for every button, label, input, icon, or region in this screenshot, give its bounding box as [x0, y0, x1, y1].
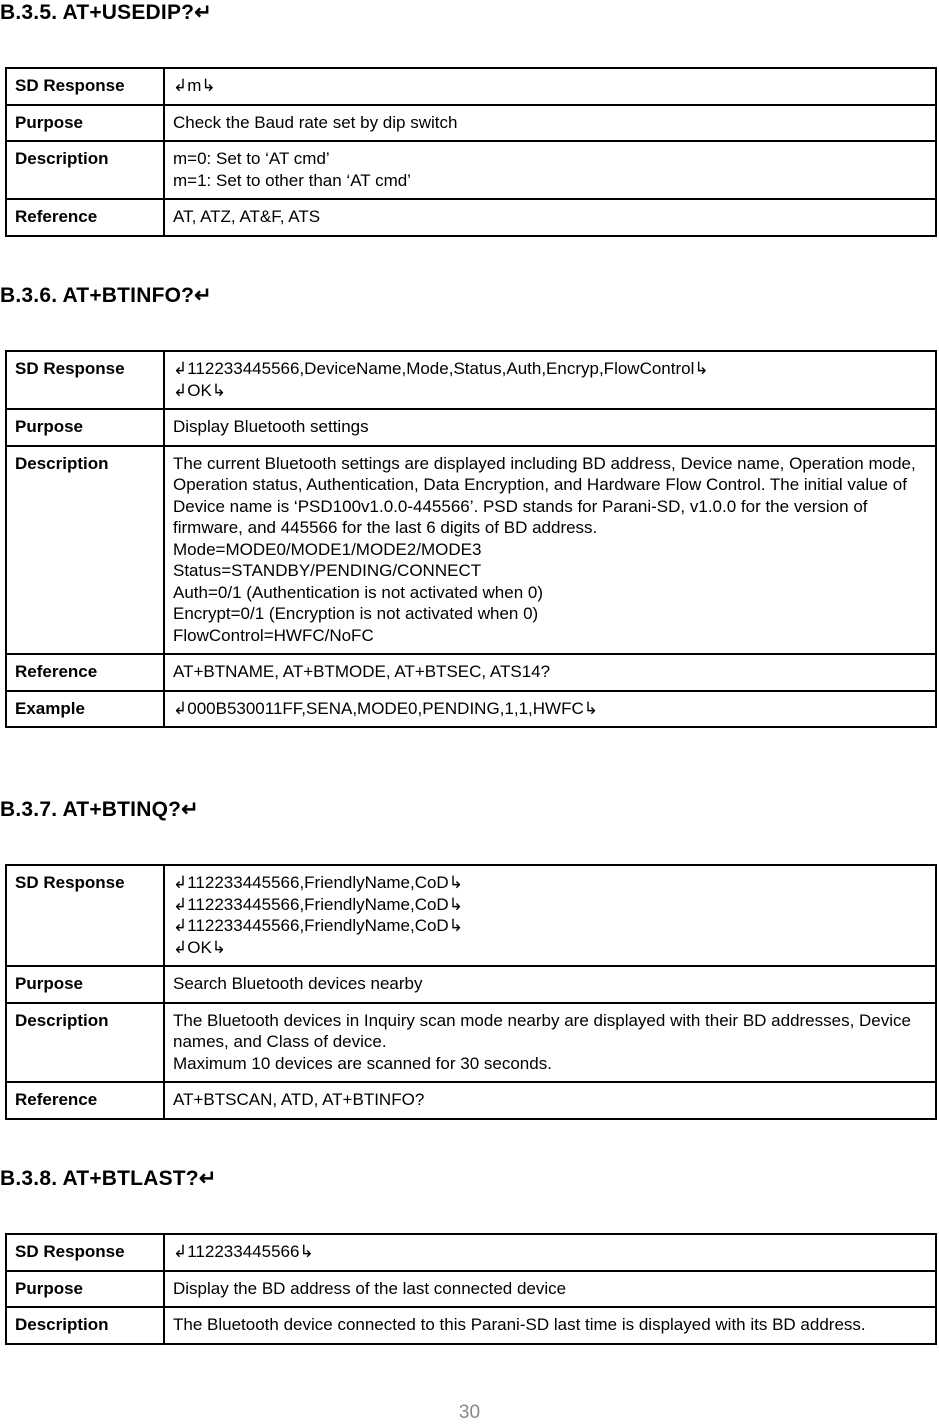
value-line: Check the Baud rate set by dip switch — [173, 112, 458, 132]
value-line: FlowControl=HWFC/NoFC — [173, 625, 374, 645]
row-value — [164, 966, 936, 1003]
command-table-btinq — [5, 864, 937, 1120]
table-row — [6, 409, 936, 446]
row-value — [164, 654, 936, 691]
row-label: SD Response — [6, 865, 164, 966]
table-row — [6, 1234, 936, 1271]
value-line: Auth=0/1 (Authentication is not activated when 0) — [173, 582, 543, 602]
section-heading-usedip: B.3.5. AT+USEDIP?↵ — [0, 1, 212, 24]
row-value — [164, 105, 936, 142]
value-line: Maximum 10 devices are scanned for 30 seconds. — [173, 1053, 552, 1073]
table-row — [6, 105, 936, 142]
row-value — [164, 1234, 936, 1271]
value-line: ↲112233445566,FriendlyName,CoD↳ — [173, 894, 463, 914]
value-line: Mode=MODE0/MODE1/MODE2/MODE3 — [173, 539, 482, 559]
row-label: Example — [6, 691, 164, 728]
value-line: ↲112233445566,DeviceName,Mode,Status,Auth,Encryp,FlowControl↳ — [173, 359, 709, 378]
row-label: SD Response — [6, 351, 164, 409]
table-row — [6, 199, 936, 236]
row-label: Purpose — [6, 966, 164, 1003]
table-row — [6, 68, 936, 105]
command-table-btlast — [5, 1233, 937, 1345]
row-label: Description — [6, 446, 164, 655]
table-row — [6, 654, 936, 691]
table-row — [6, 865, 936, 966]
value-line: ↲m↳ — [173, 76, 216, 95]
value-line: AT, ATZ, AT&F, ATS — [173, 207, 321, 226]
row-value — [164, 1003, 936, 1083]
table-row — [6, 1003, 936, 1083]
row-value — [164, 199, 936, 236]
row-label: Purpose — [6, 1271, 164, 1308]
value-line: ↲000B530011FF,SENA,MODE0,PENDING,1,1,HWFC↳ — [173, 698, 598, 718]
table-row — [6, 446, 936, 655]
row-value — [164, 691, 936, 728]
row-value — [164, 1307, 936, 1344]
row-label: Purpose — [6, 409, 164, 446]
row-label: Description — [6, 141, 164, 199]
page-number: 30 — [458, 1402, 481, 1423]
value-line: Status=STANDBY/PENDING/CONNECT — [173, 561, 482, 580]
value-line: Search Bluetooth devices nearby — [173, 974, 423, 993]
row-value — [164, 1271, 936, 1308]
row-label: SD Response — [6, 68, 164, 105]
row-label: Reference — [6, 199, 164, 236]
table-row — [6, 1307, 936, 1344]
row-value — [164, 351, 936, 409]
table-row — [6, 351, 936, 409]
value-line: Display Bluetooth settings — [173, 417, 369, 436]
row-label: SD Response — [6, 1234, 164, 1271]
row-label: Description — [6, 1307, 164, 1344]
value-line: AT+BTNAME, AT+BTMODE, AT+BTSEC, ATS14? — [173, 662, 551, 681]
row-label: Reference — [6, 1082, 164, 1119]
command-table-usedip — [5, 67, 937, 237]
table-row — [6, 966, 936, 1003]
row-value — [164, 68, 936, 105]
section-heading-btinfo: B.3.6. AT+BTINFO?↵ — [0, 284, 212, 307]
value-line: m=0: Set to ‘AT cmd’ — [173, 149, 330, 168]
section-heading-btlast: B.3.8. AT+BTLAST?↵ — [0, 1167, 217, 1190]
value-line: ↲112233445566↳ — [173, 1242, 314, 1261]
row-value — [164, 1082, 936, 1119]
table-row — [6, 1082, 936, 1119]
table-row — [6, 141, 936, 199]
value-line: AT+BTSCAN, ATD, AT+BTINFO? — [173, 1090, 425, 1109]
row-value — [164, 409, 936, 446]
value-line: The Bluetooth devices in Inquiry scan mode nearby are displayed with their BD addresses, Device names, and Class of device. — [173, 1010, 911, 1051]
row-value — [164, 865, 936, 966]
command-table-btinfo — [5, 350, 937, 728]
row-label: Reference — [6, 654, 164, 691]
value-line: Display the BD address of the last connected device — [173, 1278, 567, 1298]
value-line: m=1: Set to other than ‘AT cmd’ — [173, 170, 411, 190]
value-line: ↲OK↳ — [173, 380, 227, 400]
value-line: ↲112233445566,FriendlyName,CoD↳ — [173, 873, 463, 892]
value-line: The current Bluetooth settings are displayed including BD address, Device name, Operation mode, Operation status, Authentication, Data Encryption, and Hardware Flow Control. The initial value of Device name is ‘PSD100v1.0.0-445566’. PSD stands for Parani-SD, v1.0.0 for the version of firmware, and 445566 for the last 6 digits of BD address. — [173, 453, 916, 537]
table-row — [6, 1271, 936, 1308]
value-line: ↲112233445566,FriendlyName,CoD↳ — [173, 916, 463, 935]
value-line: The Bluetooth device connected to this Parani-SD last time is displayed with its BD address. — [173, 1315, 866, 1334]
row-label: Purpose — [6, 105, 164, 142]
row-label: Description — [6, 1003, 164, 1083]
section-heading-btinq: B.3.7. AT+BTINQ?↵ — [0, 798, 199, 821]
row-value — [164, 446, 936, 655]
value-line: Encrypt=0/1 (Encryption is not activated when 0) — [173, 604, 539, 623]
row-value — [164, 141, 936, 199]
value-line: ↲OK↳ — [173, 937, 227, 957]
table-row — [6, 691, 936, 728]
